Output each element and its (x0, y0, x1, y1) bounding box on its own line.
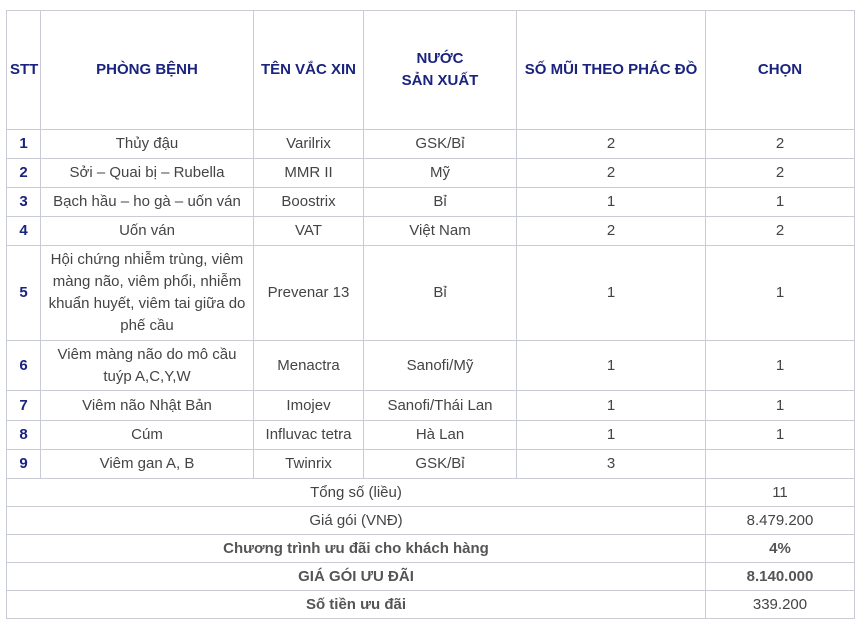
row-stt: 1 (7, 130, 41, 159)
row-vaccine: MMR II (254, 159, 364, 188)
row-stt: 9 (7, 450, 41, 479)
summary-value: 339.200 (706, 591, 855, 619)
row-vaccine: Prevenar 13 (254, 246, 364, 341)
header-stt: STT (7, 11, 41, 130)
summary-value: 4% (706, 535, 855, 563)
row-country: Hà Lan (364, 421, 517, 450)
row-vaccine: Boostrix (254, 188, 364, 217)
row-country: GSK/Bỉ (364, 130, 517, 159)
summary-value: 11 (706, 479, 855, 507)
row-vaccine: Imojev (254, 391, 364, 421)
row-disease: Viêm màng não do mô cầu tuýp A,C,Y,W (41, 341, 254, 391)
row-chosen: 2 (706, 130, 855, 159)
row-chosen: 1 (706, 246, 855, 341)
row-country: Bỉ (364, 188, 517, 217)
table-row (7, 391, 855, 421)
table-row (7, 130, 855, 159)
summary-label: Số tiền ưu đãi (7, 591, 706, 619)
row-disease: Cúm (41, 421, 254, 450)
row-chosen (706, 450, 855, 479)
summary-row-total-doses (7, 479, 855, 507)
row-disease: Thủy đậu (41, 130, 254, 159)
table-row (7, 450, 855, 479)
row-doses: 1 (517, 246, 706, 341)
header-doses: SỐ MŨI THEO PHÁC ĐỒ (517, 11, 706, 130)
row-chosen: 1 (706, 188, 855, 217)
header-country-line1: NƯỚC (416, 50, 464, 67)
row-stt: 5 (7, 246, 41, 341)
vaccine-package-table (6, 10, 855, 619)
summary-label: Giá gói (VNĐ) (7, 507, 706, 535)
row-chosen: 2 (706, 217, 855, 246)
summary-row-promotion (7, 535, 855, 563)
row-stt: 8 (7, 421, 41, 450)
row-stt: 3 (7, 188, 41, 217)
table-row (7, 217, 855, 246)
summary-row-package-price (7, 507, 855, 535)
summary-row-savings (7, 591, 855, 619)
row-stt: 2 (7, 159, 41, 188)
row-disease: Uốn ván (41, 217, 254, 246)
row-disease: Bạch hầu – ho gà – uốn ván (41, 188, 254, 217)
row-doses: 2 (517, 217, 706, 246)
row-vaccine: Influvac tetra (254, 421, 364, 450)
header-country-line2: SẢN XUẤT (401, 72, 479, 89)
table-row (7, 188, 855, 217)
summary-value: 8.140.000 (706, 563, 855, 591)
row-country: Việt Nam (364, 217, 517, 246)
row-stt: 6 (7, 341, 41, 391)
table-row (7, 421, 855, 450)
row-stt: 4 (7, 217, 41, 246)
summary-value: 8.479.200 (706, 507, 855, 535)
row-disease: Viêm não Nhật Bản (41, 391, 254, 421)
row-country: Bỉ (364, 246, 517, 341)
summary-label: Chương trình ưu đãi cho khách hàng (7, 535, 706, 563)
row-stt: 7 (7, 391, 41, 421)
summary-label: Tổng số (liều) (7, 479, 706, 507)
row-vaccine: Menactra (254, 341, 364, 391)
row-country: GSK/Bỉ (364, 450, 517, 479)
row-disease: Hội chứng nhiễm trùng, viêm màng não, viêm phổi, nhiễm khuẩn huyết, viêm tai giữa do phế cầu (41, 246, 254, 341)
row-chosen: 1 (706, 421, 855, 450)
row-doses: 3 (517, 450, 706, 479)
row-doses: 2 (517, 130, 706, 159)
row-disease: Sởi – Quai bị – Rubella (41, 159, 254, 188)
row-chosen: 2 (706, 159, 855, 188)
row-doses: 1 (517, 391, 706, 421)
row-doses: 1 (517, 421, 706, 450)
row-doses: 2 (517, 159, 706, 188)
table-row (7, 159, 855, 188)
row-doses: 1 (517, 188, 706, 217)
row-doses: 1 (517, 341, 706, 391)
summary-row-discounted-price (7, 563, 855, 591)
header-country (364, 11, 517, 130)
header-chosen: CHỌN (706, 11, 855, 130)
row-vaccine: VAT (254, 217, 364, 246)
table-row (7, 246, 855, 341)
header-disease: PHÒNG BỆNH (41, 11, 254, 130)
row-vaccine: Twinrix (254, 450, 364, 479)
row-country: Sanofi/Mỹ (364, 341, 517, 391)
table-header-row (7, 11, 855, 130)
summary-label: GIÁ GÓI ƯU ĐÃI (7, 563, 706, 591)
row-chosen: 1 (706, 341, 855, 391)
header-vaccine: TÊN VẮC XIN (254, 11, 364, 130)
row-chosen: 1 (706, 391, 855, 421)
row-country: Sanofi/Thái Lan (364, 391, 517, 421)
row-disease: Viêm gan A, B (41, 450, 254, 479)
row-vaccine: Varilrix (254, 130, 364, 159)
table-row (7, 341, 855, 391)
row-country: Mỹ (364, 159, 517, 188)
